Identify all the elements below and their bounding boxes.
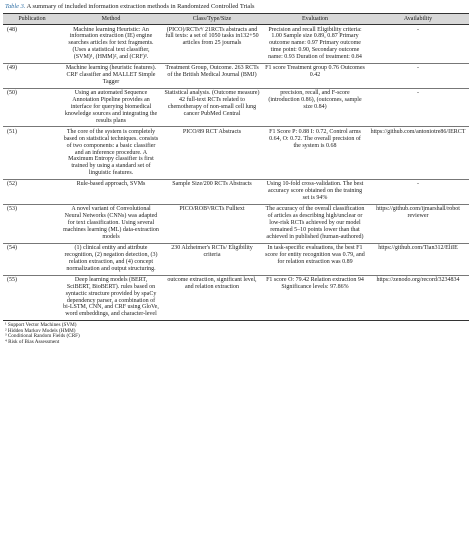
table-row — [3, 88, 469, 127]
footnote: ¹ Support Vector Machines (SVM) — [5, 322, 77, 329]
cell-method: Deep learning models (BERT, SciBERT, BioBERT). rules based on syntactic structure provided by spaCy dependency parser, a combination of bi-LSTM, CNN, and CRF using GloVe, word embeddings, and character-level — [61, 275, 161, 321]
table-row — [3, 179, 469, 204]
cell-class: Sample Size/200 RCTs Abstracts — [161, 179, 263, 204]
cell-evaluation: Precision and recall Eligibility criteria: 1.00 Sample size 0.89, 0.87 Primary outcome name: 0.97 Primary outcome time point: 0.90, Secondary outcome name: 0.93 Duration of treatment: 0.84 — [263, 25, 367, 64]
cell-class: PICO/89 RCT Abstracts — [161, 127, 263, 179]
cell-class: (PICO)/RCTs⁴/ 21RCTs abstracts and full texts: a set of 1050 tasks in132+50 articles from 25 journals — [161, 25, 263, 64]
cell-availability[interactable]: https://github.com/ijmarshall/robot reviewer — [367, 204, 469, 243]
cell-publication: (53) — [3, 204, 61, 243]
cell-method: The core of the system is completely based on statistical techniques. consists of two components: a basic classifier and an inference procedure. A Maximum Entropy classifier is first trained by using a standard set of linguistic features. — [61, 127, 161, 179]
cell-evaluation: F1 score Treatment group 0.76 Outcomes 0.42 — [263, 63, 367, 88]
caption-text: A summary of included information extraction methods in Randomized Controlled Trials — [25, 3, 255, 10]
cell-publication: (54) — [3, 243, 61, 275]
cell-method: Using an automated Sequence Annotation Pipeline provides an interface for querying biomedical knowledge sources and integrating the results plans — [61, 88, 161, 127]
cell-class: 230 Alzheimer's RCTs/ Eligibility criteria — [161, 243, 263, 275]
header-publication: Publication — [3, 14, 61, 25]
cell-method: A novel variant of Convolutional Neural Networks (CNNs) was adapted for text classification. Using several machines learning (ML) data-extraction models — [61, 204, 161, 243]
header-method: Method — [61, 14, 161, 25]
summary-table — [3, 13, 469, 321]
cell-evaluation: F1 Score P: 0.88 I: 0.72, Control arms 0.64, O: 0.72. The overall precision of the system is 0.68 — [263, 127, 367, 179]
cell-availability[interactable]: https://github.com/antoniotre86/IERCT — [367, 127, 469, 179]
cell-availability[interactable]: https://zenodo.org/record/3234834 — [367, 275, 469, 321]
table-header-row — [3, 14, 469, 25]
cell-evaluation: The accuracy of the overall classification of articles as describing high/unclear or low-risk RCTs achieved by our model remained 5–10 points lower than that achieved in published (human-authored) — [263, 204, 367, 243]
cell-evaluation: F1 score O: 79.42 Relation extraction 94 Significance levels: 97.86% — [263, 275, 367, 321]
cell-publication: (55) — [3, 275, 61, 321]
header-class-type-size: Class/Type/Size — [161, 14, 263, 25]
table-caption — [5, 3, 471, 11]
cell-availability: - — [367, 25, 469, 64]
cell-method: Machine learning (heuristic features). CRF classifier and MALLET Simple Tagger — [61, 63, 161, 88]
cell-availability: - — [367, 88, 469, 127]
table-row — [3, 127, 469, 179]
table-row — [3, 275, 469, 321]
footnote: ² Hidden Markov Models (HMM) — [5, 327, 76, 334]
footnote: ⁴ Risk of Bias Assessment — [5, 338, 60, 345]
cell-publication: (51) — [3, 127, 61, 179]
cell-publication: (50) — [3, 88, 61, 127]
footnotes — [3, 323, 471, 345]
cell-publication: (52) — [3, 179, 61, 204]
caption-label: Table 3. — [5, 3, 26, 10]
cell-evaluation: In task-specific evaluations, the best F1 score for entity recognition was 0.79, and for relation extraction was 0.89 — [263, 243, 367, 275]
cell-publication: (48) — [3, 25, 61, 64]
cell-class: Statistical analysis. (Outcome measure) 42 full-text RCTs related to chemotherapy of non-small cell lung cancer PubMed Central — [161, 88, 263, 127]
header-evaluation: Evaluation — [263, 14, 367, 25]
cell-class: Treatment Group, Outcome. 263 RCTs of the British Medical Journal (BMJ) — [161, 63, 263, 88]
cell-method: Machine learning Heuristic: An information extraction (IE) engine searches articles for text fragments. (Uses a statistical text classifier, (SVM)¹, (HMM)², and (CRF)³. — [61, 25, 161, 64]
cell-method: (1) clinical entity and attribute recognition, (2) negation detection, (3) relation extraction, and (4) concept normalization and output structuring. — [61, 243, 161, 275]
table-row — [3, 243, 469, 275]
cell-evaluation: precision, recall, and F-score (introduction 0.86), (outcomes, sample size 0.84) — [263, 88, 367, 127]
cell-class: PICO/ROB⁵/RCTs Fulltext — [161, 204, 263, 243]
table-row — [3, 63, 469, 88]
cell-evaluation: Using 10-fold cross-validation. The best accuracy score obtained on the training set is 94% — [263, 179, 367, 204]
cell-publication: (49) — [3, 63, 61, 88]
footnote: ³ Conditional Random Fields (CRF) — [5, 333, 80, 340]
table-row — [3, 204, 469, 243]
cell-availability[interactable]: https://github.com/Tian312/EliIE — [367, 243, 469, 275]
cell-availability: - — [367, 63, 469, 88]
cell-class: outcome extraction, significant level, and relation extraction — [161, 275, 263, 321]
header-availability: Availability — [367, 14, 469, 25]
cell-availability: - — [367, 179, 469, 204]
table-row — [3, 25, 469, 64]
cell-method: Rule-based approach, SVMs — [61, 179, 161, 204]
